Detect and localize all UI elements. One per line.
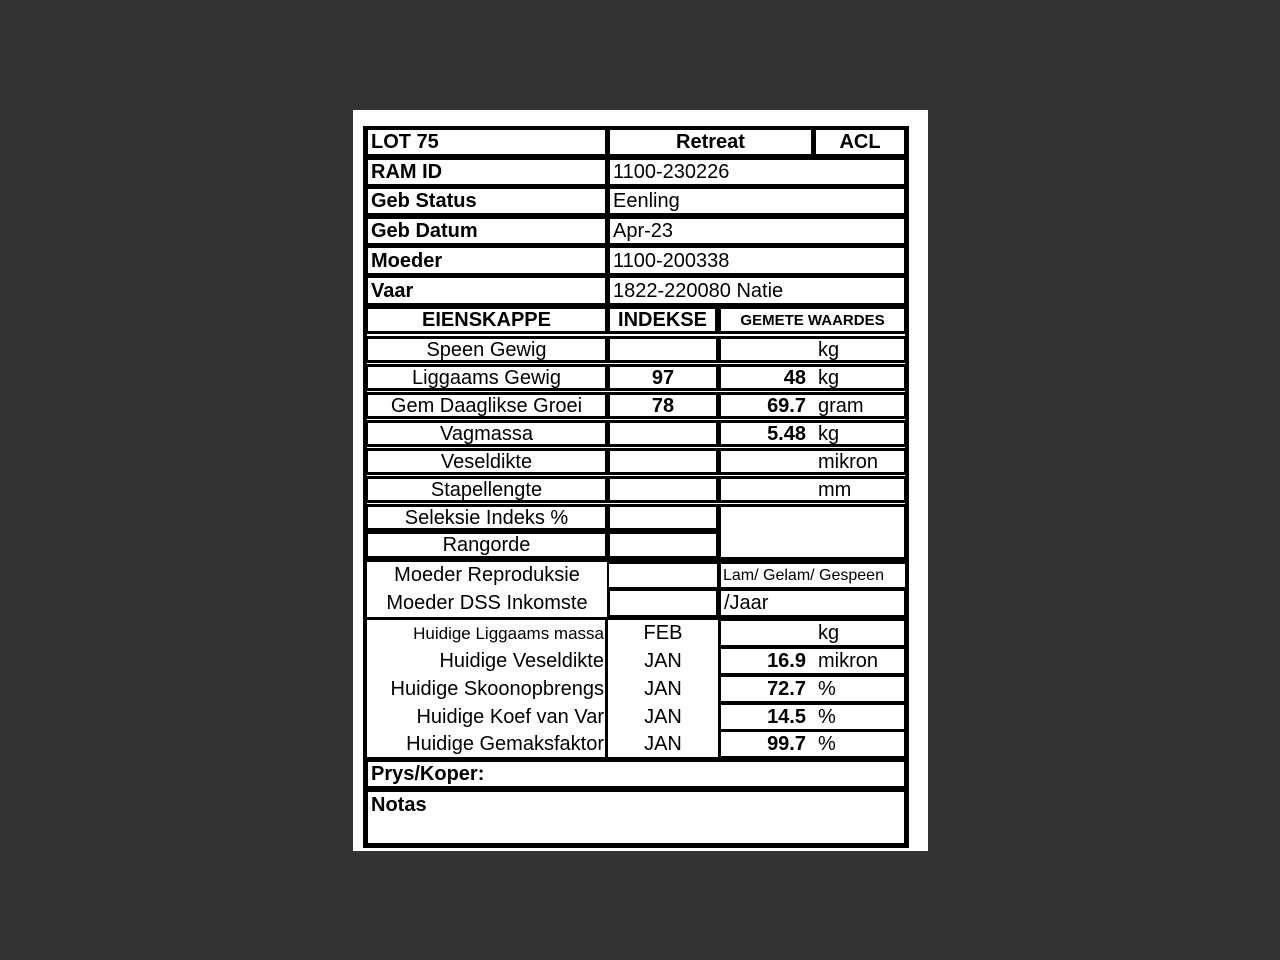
trait-value: [718, 476, 813, 503]
info-value-ram-id: 1100-230226: [607, 157, 907, 187]
current-row-unit: %: [813, 674, 907, 704]
trait-name: Stapellengte: [365, 476, 608, 503]
current-row-label: Huidige Koef van Var: [416, 706, 604, 728]
notes-field: Notas: [365, 789, 907, 846]
current-row-label: Huidige Liggaams massa: [413, 623, 604, 643]
trait-name: Liggaams Gewig: [365, 364, 608, 391]
selection-index-value: [607, 504, 719, 531]
mother-reproduction-index: [607, 562, 719, 589]
trait-value: 5.48: [718, 420, 813, 447]
column-header-trait: EIENSKAPPE: [365, 306, 608, 334]
current-row-label: Huidige Gemaksfaktor: [406, 733, 604, 755]
info-label-sire: Vaar: [365, 275, 608, 306]
trait-index: [607, 420, 719, 447]
trait-unit: kg: [813, 336, 907, 363]
info-value-mother: 1100-200338: [607, 245, 907, 276]
lot-card: [353, 110, 928, 851]
trait-value: 69.7: [718, 392, 813, 419]
trait-index: 97: [607, 364, 719, 391]
current-row-value: 72.7: [718, 674, 813, 704]
info-label-mother: Moeder: [365, 245, 608, 276]
current-row-unit: %: [813, 729, 907, 759]
lot-number: LOT 75: [365, 127, 608, 157]
current-row-month: JAN: [644, 678, 682, 700]
column-header-measured: GEMETE WAARDES: [718, 306, 907, 334]
info-label-birth-status: Geb Status: [365, 186, 608, 216]
current-row-month: JAN: [644, 706, 682, 728]
trait-unit: mm: [813, 476, 907, 503]
trait-name: Gem Daaglikse Groei: [365, 392, 608, 419]
selection-index-label: Seleksie Indeks %: [365, 504, 608, 531]
current-row-value: 14.5: [718, 702, 813, 732]
current-row-unit: kg: [813, 618, 907, 648]
mother-reproduction-label: Moeder Reproduksie: [394, 564, 580, 586]
trait-value: [718, 336, 813, 363]
selection-blank-cell: [718, 504, 907, 560]
trait-name: Veseldikte: [365, 448, 608, 475]
info-label-ram-id: RAM ID: [365, 157, 608, 187]
mother-dss-income-label: Moeder DSS Inkomste: [386, 592, 588, 614]
farm-name: Retreat: [607, 127, 814, 157]
trait-value: [718, 448, 813, 475]
trait-value: 48: [718, 364, 813, 391]
info-value-birth-status: Eenling: [607, 186, 907, 216]
column-header-index: INDEKSE: [607, 306, 718, 334]
column-divider: [605, 617, 608, 759]
trait-unit: gram: [813, 392, 907, 419]
info-value-sire: 1822-220080 Natie: [607, 275, 907, 306]
trait-unit: kg: [813, 420, 907, 447]
trait-index: [607, 336, 719, 363]
ranking-value: [607, 531, 719, 559]
current-row-value: [718, 618, 813, 648]
current-row-month: JAN: [644, 650, 682, 672]
trait-index: [607, 448, 719, 475]
current-row-value: 99.7: [718, 729, 813, 759]
mother-reproduction-note: Lam/ Gelam/ Gespeen: [719, 562, 907, 589]
price-buyer-field: Prys/Koper:: [365, 759, 907, 789]
info-label-birth-date: Geb Datum: [365, 216, 608, 246]
current-row-month: JAN: [644, 733, 682, 755]
breeder-code: ACL: [813, 127, 907, 157]
ranking-label: Rangorde: [365, 531, 608, 559]
trait-unit: kg: [813, 364, 907, 391]
current-row-label: Huidige Skoonopbrengs: [390, 678, 604, 700]
current-row-label: Huidige Veseldikte: [439, 650, 604, 672]
trait-name: Speen Gewig: [365, 336, 608, 363]
trait-name: Vagmassa: [365, 420, 608, 447]
current-row-value: 16.9: [718, 646, 813, 676]
current-row-unit: %: [813, 702, 907, 732]
trait-unit: mikron: [813, 448, 907, 475]
info-value-birth-date: Apr-23: [607, 216, 907, 246]
trait-index: 78: [607, 392, 719, 419]
current-row-unit: mikron: [813, 646, 907, 676]
mother-dss-income-note: /Jaar: [718, 588, 907, 618]
trait-index: [607, 476, 719, 503]
current-row-month: FEB: [643, 622, 683, 644]
mother-dss-income-index: [607, 588, 719, 618]
